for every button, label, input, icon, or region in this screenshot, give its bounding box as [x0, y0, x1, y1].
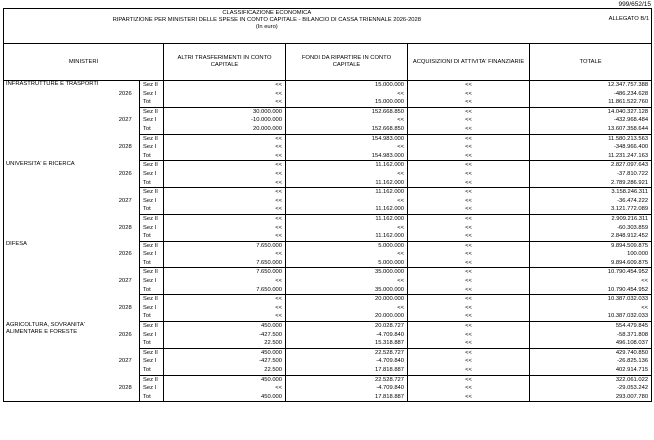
- cell-acquisizioni: <<: [408, 81, 530, 90]
- cell-fondi-ripartire: -4.709.840: [286, 331, 408, 340]
- cell-totale: 402.914.715: [530, 366, 652, 375]
- cell-acquisizioni: <<: [408, 161, 530, 170]
- cell-fondi-ripartire: 152.668.850: [286, 125, 408, 134]
- cell-acquisizioni: <<: [408, 268, 530, 277]
- cell-sezione: Sez II: [140, 214, 164, 223]
- cell-ministero: INFRASTRUTTURE E TRASPORTI: [6, 81, 99, 87]
- cell-anno: [112, 152, 140, 161]
- cell-totale: 11.861.522.760: [530, 98, 652, 107]
- cell-altri-trasferimenti: <<: [164, 312, 286, 321]
- cell-anno: [112, 125, 140, 134]
- cell-acquisizioni: <<: [408, 339, 530, 348]
- cell-sezione: Sez II: [140, 134, 164, 143]
- cell-totale: 10.790.454.952: [530, 286, 652, 295]
- cell-altri-trasferimenti: <<: [164, 304, 286, 313]
- cell-acquisizioni: <<: [408, 322, 530, 331]
- cell-fondi-ripartire: 15.000.000: [286, 98, 408, 107]
- cell-fondi-ripartire: 17.818.887: [286, 393, 408, 402]
- cell-fondi-ripartire: <<: [286, 116, 408, 125]
- cell-totale: 13.607.358.644: [530, 125, 652, 134]
- cell-fondi-ripartire: 22.528.727: [286, 375, 408, 384]
- cell-altri-trasferimenti: 30.000.000: [164, 107, 286, 116]
- cell-anno: [112, 134, 140, 143]
- col-header-totale: TOTALE: [530, 44, 652, 81]
- cell-anno: 2027: [118, 278, 132, 285]
- table-row: [4, 241, 652, 250]
- cell-sezione: Sez I: [140, 250, 164, 259]
- cell-totale: 3.121.772.089: [530, 205, 652, 214]
- cell-altri-trasferimenti: <<: [164, 179, 286, 188]
- cell-sezione: Tot: [140, 366, 164, 375]
- cell-anno: 2027: [118, 197, 132, 204]
- cell-altri-trasferimenti: -427.500: [164, 331, 286, 340]
- cell-totale: 3.158.246.311: [530, 188, 652, 197]
- cell-fondi-ripartire: 20.028.727: [286, 322, 408, 331]
- cell-sezione: Sez II: [140, 348, 164, 357]
- cell-acquisizioni: <<: [408, 116, 530, 125]
- cell-anno: 2026: [118, 90, 132, 97]
- cell-altri-trasferimenti: <<: [164, 205, 286, 214]
- cell-altri-trasferimenti: <<: [164, 81, 286, 90]
- cell-sezione: Sez I: [140, 197, 164, 206]
- cell-sezione: Sez II: [140, 375, 164, 384]
- cell-totale: 2.848.912.452: [530, 232, 652, 241]
- cell-fondi-ripartire: 11.162.000: [286, 205, 408, 214]
- cell-totale: -60.303.859: [530, 224, 652, 233]
- cell-fondi-ripartire: <<: [286, 197, 408, 206]
- cell-fondi-ripartire: <<: [286, 277, 408, 286]
- col-header-fondi-ripartire: FONDI DA RIPARTIRE IN CONTO CAPITALE: [286, 44, 408, 81]
- cell-anno: [112, 268, 140, 277]
- cell-acquisizioni: <<: [408, 277, 530, 286]
- cell-totale: 554.479.845: [530, 322, 652, 331]
- cell-anno: [112, 161, 140, 170]
- cell-acquisizioni: <<: [408, 348, 530, 357]
- cell-anno: 2028: [118, 224, 132, 231]
- cell-anno: 2026: [118, 170, 132, 177]
- cell-ministero: UNIVERSITA' E RICERCA: [6, 160, 75, 167]
- cell-anno: 2026: [118, 331, 132, 338]
- report-header: [4, 9, 652, 44]
- cell-acquisizioni: <<: [408, 134, 530, 143]
- cell-ministero: AGRICOLTURA, SOVRANITA' ALIMENTARE E FORESTE: [6, 321, 85, 335]
- cell-fondi-ripartire: 20.000.000: [286, 312, 408, 321]
- cell-acquisizioni: <<: [408, 357, 530, 366]
- table-row: [4, 161, 652, 170]
- cell-totale: 2.909.216.311: [530, 214, 652, 223]
- cell-totale: -29.053.242: [530, 384, 652, 393]
- cell-fondi-ripartire: <<: [286, 90, 408, 99]
- cell-fondi-ripartire: 152.668.850: [286, 107, 408, 116]
- cell-anno: 2028: [118, 304, 132, 311]
- cell-fondi-ripartire: -4.709.840: [286, 384, 408, 393]
- cell-acquisizioni: <<: [408, 384, 530, 393]
- cell-sezione: Sez II: [140, 188, 164, 197]
- cell-sezione: Sez I: [140, 304, 164, 313]
- cell-anno: [112, 188, 140, 197]
- cell-sezione: Sez I: [140, 170, 164, 179]
- cell-fondi-ripartire: 22.528.727: [286, 348, 408, 357]
- cell-sezione: Sez I: [140, 224, 164, 233]
- column-headers: [4, 44, 652, 81]
- cell-totale: -348.966.400: [530, 143, 652, 152]
- cell-fondi-ripartire: <<: [286, 143, 408, 152]
- cell-fondi-ripartire: 11.162.000: [286, 179, 408, 188]
- cell-acquisizioni: <<: [408, 375, 530, 384]
- cell-acquisizioni: <<: [408, 179, 530, 188]
- cell-sezione: Sez II: [140, 268, 164, 277]
- cell-acquisizioni: <<: [408, 232, 530, 241]
- cell-sezione: Sez II: [140, 161, 164, 170]
- cell-anno: [112, 322, 140, 331]
- cell-altri-trasferimenti: <<: [164, 143, 286, 152]
- cell-fondi-ripartire: 11.162.000: [286, 232, 408, 241]
- cell-acquisizioni: <<: [408, 125, 530, 134]
- cell-anno: [112, 214, 140, 223]
- cell-fondi-ripartire: 11.162.000: [286, 161, 408, 170]
- cell-altri-trasferimenti: -427.500: [164, 357, 286, 366]
- cell-anno: 2028: [118, 385, 132, 392]
- cell-sezione: Tot: [140, 179, 164, 188]
- cell-sezione: Tot: [140, 125, 164, 134]
- cell-sezione: Sez II: [140, 295, 164, 304]
- cell-altri-trasferimenti: <<: [164, 188, 286, 197]
- cell-anno: 2027: [118, 117, 132, 124]
- col-header-acquisizioni: ACQUISIZIONI DI ATTIVITA' FINANZIARIE: [408, 44, 530, 81]
- cell-altri-trasferimenti: <<: [164, 134, 286, 143]
- cell-totale: 10.790.454.952: [530, 268, 652, 277]
- cell-fondi-ripartire: 5.000.000: [286, 241, 408, 250]
- col-header-ministeri: MINISTERI: [4, 44, 164, 81]
- cell-altri-trasferimenti: <<: [164, 197, 286, 206]
- cell-fondi-ripartire: 5.000.000: [286, 259, 408, 268]
- cell-acquisizioni: <<: [408, 98, 530, 107]
- cell-anno: [112, 205, 140, 214]
- cell-altri-trasferimenti: <<: [164, 232, 286, 241]
- cell-anno: [112, 312, 140, 321]
- cell-totale: 10.387.032.033: [530, 295, 652, 304]
- cell-altri-trasferimenti: 7.650.000: [164, 268, 286, 277]
- cell-sezione: Sez I: [140, 357, 164, 366]
- cell-sezione: Tot: [140, 312, 164, 321]
- document-id: 999/652/15: [618, 1, 651, 8]
- cell-sezione: Tot: [140, 98, 164, 107]
- cell-acquisizioni: <<: [408, 366, 530, 375]
- cell-totale: 14.040.327.128: [530, 107, 652, 116]
- cell-acquisizioni: <<: [408, 152, 530, 161]
- cell-totale: 12.347.757.388: [530, 81, 652, 90]
- spending-table: [3, 8, 652, 402]
- cell-anno: [112, 232, 140, 241]
- cell-altri-trasferimenti: 20.000.000: [164, 125, 286, 134]
- cell-fondi-ripartire: -4.709.840: [286, 357, 408, 366]
- cell-fondi-ripartire: <<: [286, 224, 408, 233]
- cell-sezione: Tot: [140, 152, 164, 161]
- cell-acquisizioni: <<: [408, 393, 530, 402]
- cell-anno: 2026: [118, 251, 132, 258]
- cell-anno: [112, 241, 140, 250]
- cell-acquisizioni: <<: [408, 304, 530, 313]
- cell-sezione: Tot: [140, 259, 164, 268]
- cell-altri-trasferimenti: <<: [164, 90, 286, 99]
- cell-altri-trasferimenti: 7.650.000: [164, 286, 286, 295]
- report-subtitle: RIPARTIZIONE PER MINISTERI DELLE SPESE IN CONTO CAPITALE - BILANCIO DI CASSA TRIENNALE 2026-2028: [112, 17, 421, 23]
- cell-altri-trasferimenti: 22.500: [164, 339, 286, 348]
- cell-anno: [112, 98, 140, 107]
- cell-altri-trasferimenti: <<: [164, 384, 286, 393]
- cell-sezione: Tot: [140, 339, 164, 348]
- cell-anno: [112, 286, 140, 295]
- cell-anno: [112, 179, 140, 188]
- table-row: [4, 81, 652, 90]
- cell-totale: 2.789.286.921: [530, 179, 652, 188]
- cell-acquisizioni: <<: [408, 259, 530, 268]
- table-row: [4, 322, 652, 331]
- cell-acquisizioni: <<: [408, 241, 530, 250]
- cell-altri-trasferimenti: <<: [164, 277, 286, 286]
- cell-sezione: Tot: [140, 393, 164, 402]
- cell-totale: -37.810.722: [530, 170, 652, 179]
- cell-acquisizioni: <<: [408, 188, 530, 197]
- cell-totale: -486.234.628: [530, 90, 652, 99]
- cell-totale: -36.474.222: [530, 197, 652, 206]
- cell-altri-trasferimenti: 450.000: [164, 393, 286, 402]
- cell-fondi-ripartire: 20.000.000: [286, 295, 408, 304]
- cell-totale: <<: [530, 304, 652, 313]
- cell-anno: [112, 81, 140, 90]
- cell-totale: 2.827.097.643: [530, 161, 652, 170]
- col-header-altri-trasferimenti: ALTRI TRASFERIMENTI IN CONTO CAPITALE: [164, 44, 286, 81]
- cell-totale: 11.231.247.163: [530, 152, 652, 161]
- cell-fondi-ripartire: 154.983.000: [286, 152, 408, 161]
- cell-fondi-ripartire: 154.983.000: [286, 134, 408, 143]
- cell-altri-trasferimenti: 450.000: [164, 348, 286, 357]
- cell-totale: 100.000: [530, 250, 652, 259]
- cell-totale: 429.740.850: [530, 348, 652, 357]
- cell-altri-trasferimenti: 450.000: [164, 375, 286, 384]
- cell-fondi-ripartire: 11.162.000: [286, 188, 408, 197]
- cell-sezione: Tot: [140, 232, 164, 241]
- cell-fondi-ripartire: <<: [286, 304, 408, 313]
- cell-fondi-ripartire: <<: [286, 250, 408, 259]
- cell-totale: 293.007.780: [530, 393, 652, 402]
- cell-sezione: Sez II: [140, 241, 164, 250]
- cell-fondi-ripartire: 35.000.000: [286, 286, 408, 295]
- cell-altri-trasferimenti: <<: [164, 98, 286, 107]
- cell-fondi-ripartire: <<: [286, 170, 408, 179]
- cell-acquisizioni: <<: [408, 286, 530, 295]
- cell-acquisizioni: <<: [408, 331, 530, 340]
- cell-altri-trasferimenti: <<: [164, 224, 286, 233]
- cell-sezione: Sez I: [140, 90, 164, 99]
- cell-totale: <<: [530, 277, 652, 286]
- cell-acquisizioni: <<: [408, 214, 530, 223]
- cell-sezione: Sez I: [140, 116, 164, 125]
- cell-sezione: Sez I: [140, 277, 164, 286]
- cell-altri-trasferimenti: 7.650.000: [164, 259, 286, 268]
- cell-totale: -432.968.484: [530, 116, 652, 125]
- cell-acquisizioni: <<: [408, 250, 530, 259]
- cell-totale: 9.894.609.875: [530, 259, 652, 268]
- cell-altri-trasferimenti: <<: [164, 214, 286, 223]
- cell-acquisizioni: <<: [408, 312, 530, 321]
- cell-fondi-ripartire: 17.818.887: [286, 366, 408, 375]
- cell-fondi-ripartire: 11.162.000: [286, 214, 408, 223]
- cell-totale: 11.580.213.563: [530, 134, 652, 143]
- cell-altri-trasferimenti: 7.650.000: [164, 241, 286, 250]
- cell-anno: [112, 339, 140, 348]
- cell-altri-trasferimenti: <<: [164, 152, 286, 161]
- cell-sezione: Sez II: [140, 81, 164, 90]
- cell-acquisizioni: <<: [408, 107, 530, 116]
- cell-sezione: Sez II: [140, 322, 164, 331]
- report-unit: (In euro): [255, 24, 278, 30]
- cell-sezione: Sez I: [140, 143, 164, 152]
- cell-anno: [112, 375, 140, 384]
- cell-altri-trasferimenti: <<: [164, 250, 286, 259]
- cell-sezione: Sez I: [140, 331, 164, 340]
- cell-sezione: Sez II: [140, 107, 164, 116]
- cell-anno: [112, 393, 140, 402]
- cell-fondi-ripartire: 15.318.887: [286, 339, 408, 348]
- cell-totale: 496.108.037: [530, 339, 652, 348]
- cell-anno: 2028: [118, 144, 132, 151]
- cell-altri-trasferimenti: 450.000: [164, 322, 286, 331]
- cell-sezione: Tot: [140, 286, 164, 295]
- cell-acquisizioni: <<: [408, 143, 530, 152]
- cell-fondi-ripartire: 35.000.000: [286, 268, 408, 277]
- cell-altri-trasferimenti: <<: [164, 295, 286, 304]
- cell-acquisizioni: <<: [408, 197, 530, 206]
- cell-altri-trasferimenti: <<: [164, 161, 286, 170]
- cell-acquisizioni: <<: [408, 205, 530, 214]
- cell-anno: [112, 107, 140, 116]
- cell-anno: [112, 348, 140, 357]
- cell-ministero: DIFESA: [6, 241, 27, 248]
- cell-altri-trasferimenti: 22.500: [164, 366, 286, 375]
- cell-sezione: Sez I: [140, 384, 164, 393]
- cell-acquisizioni: <<: [408, 170, 530, 179]
- cell-totale: 322.061.022: [530, 375, 652, 384]
- cell-totale: -26.825.136: [530, 357, 652, 366]
- cell-sezione: Tot: [140, 205, 164, 214]
- cell-totale: 10.387.032.033: [530, 312, 652, 321]
- cell-anno: [112, 366, 140, 375]
- cell-anno: [112, 259, 140, 268]
- cell-altri-trasferimenti: <<: [164, 170, 286, 179]
- cell-totale: -58.371.808: [530, 331, 652, 340]
- cell-totale: 9.894.509.875: [530, 241, 652, 250]
- report-title: CLASSIFICAZIONE ECONOMICA: [222, 10, 312, 16]
- cell-anno: [112, 295, 140, 304]
- cell-anno: 2027: [118, 358, 132, 365]
- allegato-label: ALLEGATO B/1: [530, 9, 652, 44]
- cell-fondi-ripartire: 15.000.000: [286, 81, 408, 90]
- cell-acquisizioni: <<: [408, 295, 530, 304]
- cell-acquisizioni: <<: [408, 90, 530, 99]
- cell-acquisizioni: <<: [408, 224, 530, 233]
- cell-altri-trasferimenti: -10.000.000: [164, 116, 286, 125]
